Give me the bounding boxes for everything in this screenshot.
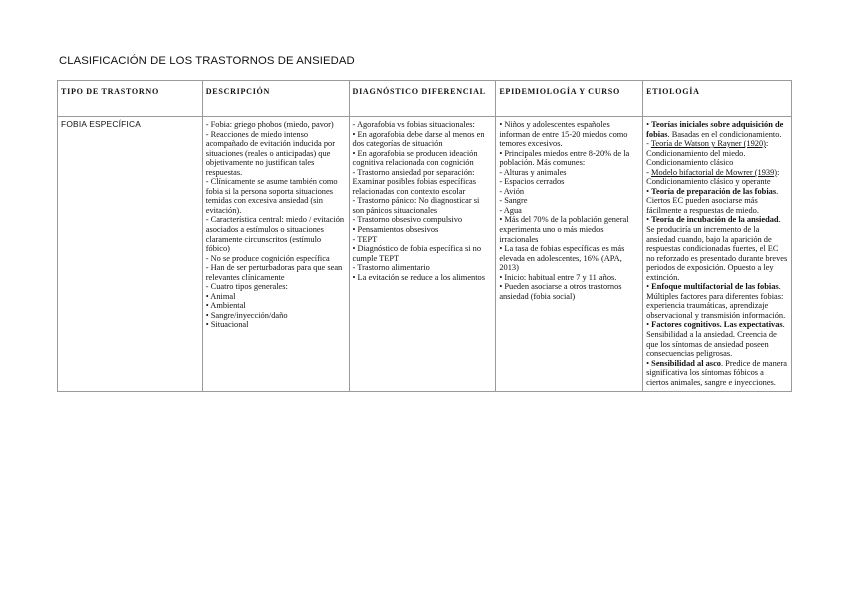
underlined-term: Modelo bifactorial de Mowrer (1939) [651, 167, 778, 177]
document-title: CLASIFICACIÓN DE LOS TRASTORNOS DE ANSIEDAD [59, 55, 355, 67]
list-item: - Sangre [499, 196, 528, 206]
list-item: - Modelo bifactorial de Mowrer (1939): Condicionamiento clásico y operante [646, 167, 780, 187]
list-item: • Pensamientos obsesivos [352, 225, 439, 235]
list-item: - Trastorno ansiedad por separación: Examinar posibles fobias específicas relacionadas con contexto escolar [352, 167, 477, 196]
list-item: • Más del 70% de la población general experimenta uno o más miedos irracionales [499, 215, 629, 244]
bold-term: Teorías iniciales sobre adquisición de fobias [646, 120, 784, 139]
cell-epidemiologia [496, 117, 643, 392]
classification-table [57, 80, 792, 392]
etiologia-item-teorias-iniciales: • Teorías iniciales sobre adquisición de fobias. Basadas en el condicionamiento. [646, 120, 784, 139]
etiologia-item-multifactorial: • Enfoque multifactorial de las fobias. Múltiples factores para diferentes fobias: experiencia traumáticas, aprendizaje observacional y transmisión información. [646, 282, 786, 320]
list-item: - No se produce cognición específica [205, 253, 330, 263]
list-item: • En agorafobia debe darse al menos en dos categorías de situación [352, 129, 485, 149]
table-header-row [58, 81, 792, 117]
list-item: - Fobia: griego phobos (miedo, pavor) [205, 120, 334, 129]
item-text: : Condicionamiento clásico y operante [646, 167, 780, 187]
list-item: • Niños y adolescentes españoles informan de entre 15-20 miedos como temores excesivos. [499, 120, 628, 149]
bold-term: Sensibilidad al asco [651, 358, 721, 368]
list-item: - Característica central: miedo / evitación asociados a estímulos o situaciones claramente circunscritos (estímulo fóbico) [205, 215, 345, 254]
list-item: - Cuatro tipos generales: [205, 282, 288, 292]
list-item: - Agorafobia vs fobias situacionales: [352, 120, 475, 129]
item-text: . Se produciría un incremento de la ansiedad cuando, bajo la aparición de respuestas condicionadas fuertes, el EC no reforzado es presentado durante breves periodos de exposición. Opuesto a ley extinción. [646, 215, 788, 282]
list-item: • En agorafobia se producen ideación cognitiva relacionada con cognición [352, 148, 478, 168]
bold-term: Enfoque multifactorial de las fobias [651, 282, 779, 292]
item-text: : Condicionamiento del miedo. Condicionamiento clásico [646, 139, 769, 168]
table-row [58, 117, 792, 392]
list-item: - Espacios cerrados [499, 177, 565, 187]
list-item: - Agua [499, 205, 522, 215]
list-item: - Teoría de Watson y Rayner (1920): Condicionamiento del miedo. Condicionamiento clásico [646, 139, 769, 168]
list-item: • Inicio: habitual entre 7 y 11 años. [499, 272, 617, 282]
bold-term: Teoría de incubación de la ansiedad [651, 215, 779, 225]
list-item: - Trastorno obsesivo compulsivo [352, 215, 463, 225]
list-item: • Diagnóstico de fobia específica si no cumple TEPT [352, 244, 482, 263]
list-item: - Han de ser perturbadoras para que sean relevantes clínicamente [205, 263, 343, 282]
cell-etiologia [643, 117, 792, 392]
header-etiologia: ETIOLOGÍA [643, 81, 792, 117]
list-item: - Alturas y animales [499, 167, 567, 177]
cell-diagnostico [349, 117, 496, 392]
list-item: - Avión [499, 186, 525, 196]
list-item: - Reacciones de miedo intenso acompañado de evitación inducida por situaciones (reales o anticipadas) que objetivamente no justifican tales respuestas. [205, 129, 336, 177]
list-item: - Clínicamente se asume también como fobia si la persona soporta situaciones temidas con excesiva ansiedad (sin evitación). [205, 177, 338, 215]
header-diagnostico: DIAGNÓSTICO DIFERENCIAL [349, 81, 496, 117]
item-text: . Múltiples factores para diferentes fobias: experiencia traumáticas, aprendizaje observacional y transmisión información. [646, 282, 786, 320]
underlined-term: Teoría de Watson y Rayner (1920) [650, 139, 766, 149]
bold-term: Teoría de preparación de las fobias [651, 186, 777, 196]
cell-tipo: FOBIA ESPECÍFICA [58, 117, 203, 392]
list-item: - TEPT [352, 234, 378, 244]
list-item: • Sangre/inyección/daño [205, 310, 288, 320]
list-item: • Situacional [205, 320, 249, 330]
header-tipo: TIPO DE TRASTORNO [58, 81, 203, 117]
list-item: • Animal [205, 291, 236, 301]
header-descripcion: DESCRIPCIÓN [202, 81, 349, 117]
etiologia-item-preparacion: • Teoría de preparación de las fobias. Ciertos EC pueden asociarse más fácilmente a respuestas de miedo. [646, 186, 779, 215]
list-item: • Ambiental [205, 301, 246, 311]
item-text: . Ciertos EC pueden asociarse más fácilmente a respuestas de miedo. [646, 186, 779, 215]
item-text: . Basadas en el condicionamiento. [667, 129, 782, 139]
list-item: • Principales miedos entre 8-20% de la población. Más comunes: [499, 148, 630, 168]
list-item: • La tasa de fobias específicas es más elevada en adolescentes, 16% (APA, 2013) [499, 244, 625, 273]
list-item: • Pueden asociarse a otros trastornos ansiedad (fobia social) [499, 282, 622, 301]
etiologia-item-asco: • Sensibilidad al asco. Predice de manera significativa los síntomas fóbicos a ciertos animales, sangre e inyecciones. [646, 358, 788, 387]
etiologia-item-incubacion: • Teoría de incubación de la ansiedad. Se produciría un incremento de la ansiedad cuando, bajo la aparición de respuestas condicionadas fuertes, el EC no reforzado es presentado durante breves periodos de exposición. Opuesto a ley extinción. [646, 215, 788, 282]
list-item: - Trastorno alimentario [352, 263, 430, 273]
item-text: . Sensibilidad a la ansiedad. Creencia de que los síntomas de ansiedad poseen consecuencias peligrosas. [646, 320, 785, 359]
list-item: • La evitación se reduce a los alimentos [352, 272, 485, 282]
cell-descripcion [202, 117, 349, 392]
list-item: - Trastorno pánico: No diagnosticar si son pánicos situacionales [352, 196, 480, 215]
etiologia-item-cognitivos: • Factores cognitivos. Las expectativas. Sensibilidad a la ansiedad. Creencia de que los síntomas de ansiedad poseen consecuencias peligrosas. [646, 320, 785, 359]
item-text: . Predice de manera significativa los síntomas fóbicos a ciertos animales, sangre e inyecciones. [646, 358, 788, 387]
header-epidemiologia: EPIDEMIOLOGÍA Y CURSO [496, 81, 643, 117]
bold-term: Factores cognitivos. Las expectativas [651, 320, 783, 330]
